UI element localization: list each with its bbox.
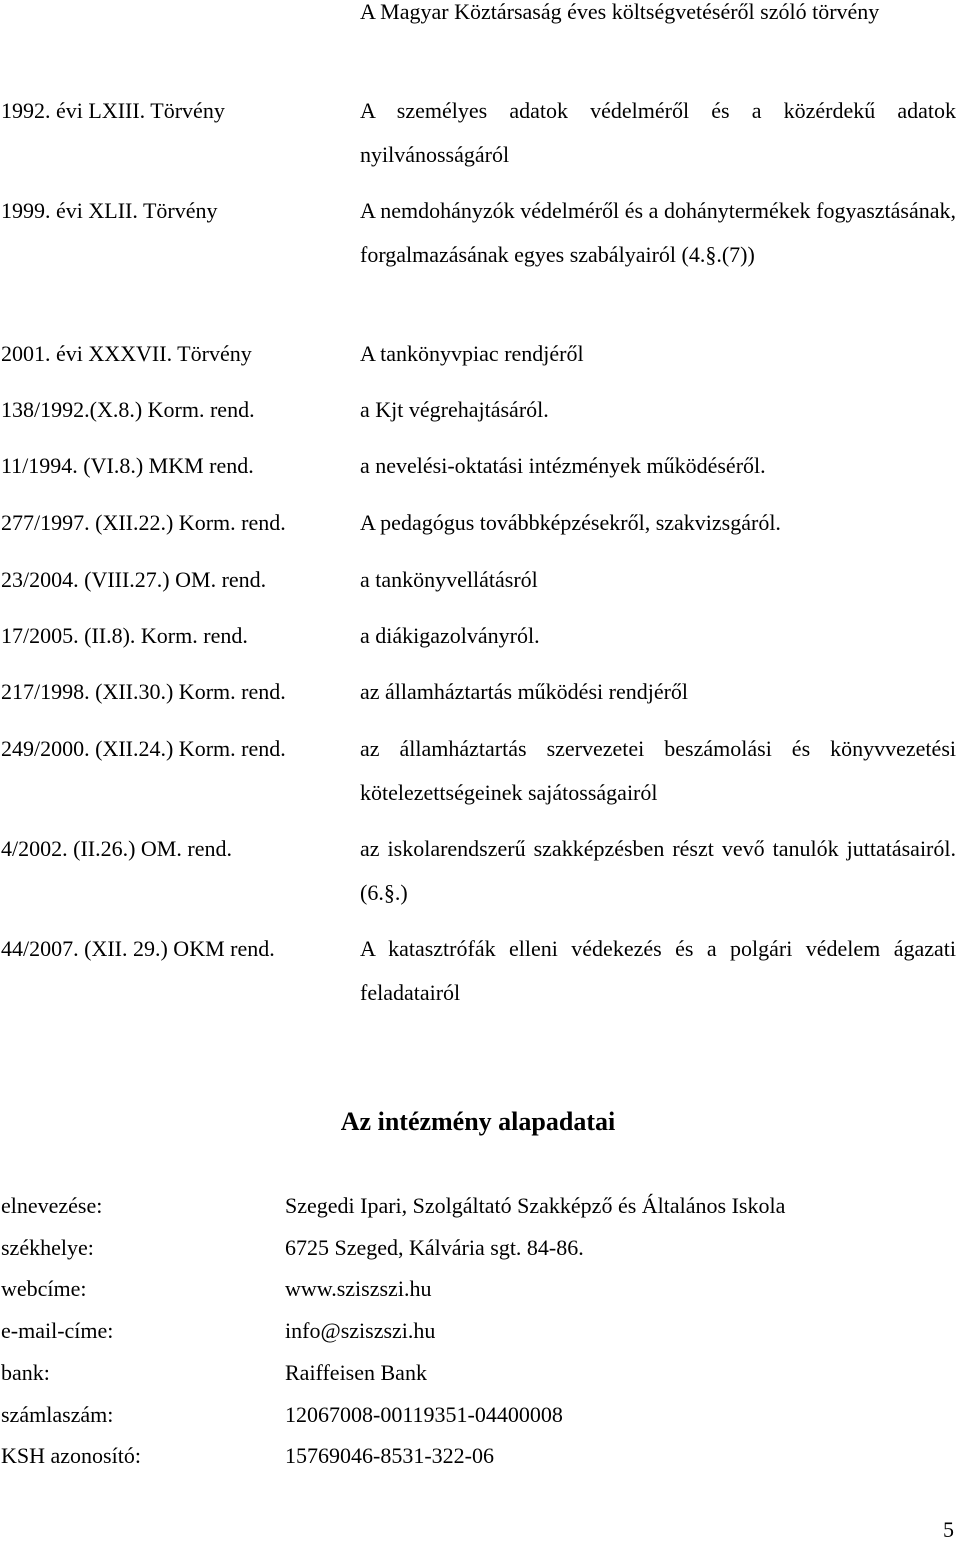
institution-label: bank: bbox=[1, 1360, 50, 1385]
institution-row-name bbox=[0, 1185, 958, 1227]
institution-row-web bbox=[0, 1268, 958, 1310]
law-title: A tankönyvpiac rendjéről bbox=[360, 341, 584, 366]
law-title: a tankönyvellátásról bbox=[360, 567, 538, 592]
institution-label: elnevezése: bbox=[1, 1193, 103, 1218]
institution-value: Raiffeisen Bank bbox=[285, 1360, 427, 1385]
law-title: a nevelési-oktatási intézmények működéséről. bbox=[360, 453, 766, 478]
institution-value: 12067008-00119351-04400008 bbox=[285, 1402, 563, 1427]
law-reference: 249/2000. (XII.24.) Korm. rend. bbox=[1, 736, 286, 761]
law-title: az iskolarendszerű szakképzésben részt vevő tanulók juttatásairól. (6.§.) bbox=[360, 836, 956, 905]
law-reference: 138/1992.(X.8.) Korm. rend. bbox=[1, 397, 255, 422]
institution-label: székhelye: bbox=[1, 1235, 94, 1260]
law-title: A pedagógus továbbképzésekről, szakvizsgáról. bbox=[360, 510, 781, 535]
institution-row-ksh bbox=[0, 1435, 958, 1477]
law-reference: 17/2005. (II.8). Korm. rend. bbox=[1, 623, 248, 648]
institution-label: KSH azonosító: bbox=[1, 1443, 141, 1468]
law-title: A személyes adatok védelméről és a közérdekű adatok nyilvánosságáról bbox=[360, 98, 956, 167]
law-reference: 4/2002. (II.26.) OM. rend. bbox=[1, 836, 232, 861]
law-reference: 44/2007. (XII. 29.) OKM rend. bbox=[1, 936, 275, 961]
institution-value: www.sziszszi.hu bbox=[285, 1276, 432, 1301]
law-title: A Magyar Köztársaság éves költségvetéséről szóló törvény bbox=[360, 0, 880, 24]
law-title: a Kjt végrehajtásáról. bbox=[360, 397, 549, 422]
law-reference: 11/1994. (VI.8.) MKM rend. bbox=[1, 453, 254, 478]
law-title: A katasztrófák elleni védekezés és a polgári védelem ágazati feladatairól bbox=[360, 936, 956, 1005]
law-reference: 23/2004. (VIII.27.) OM. rend. bbox=[1, 567, 267, 592]
institution-label: e-mail-címe: bbox=[1, 1318, 114, 1343]
section-title: Az intézmény alapadatai bbox=[340, 1107, 616, 1136]
institution-row-account bbox=[0, 1394, 958, 1436]
institution-value: info@sziszszi.hu bbox=[285, 1318, 436, 1343]
law-title: az államháztartás szervezetei beszámolási és könyvvezetési kötelezettségeinek sajátosságairól bbox=[360, 736, 956, 805]
law-reference: 1992. évi LXIII. Törvény bbox=[1, 98, 225, 123]
law-title: az államháztartás működési rendjéről bbox=[360, 679, 689, 704]
law-reference: 1999. évi XLII. Törvény bbox=[1, 198, 218, 223]
institution-row-email bbox=[0, 1310, 958, 1352]
law-title: a diákigazolványról. bbox=[360, 623, 540, 648]
institution-row-bank bbox=[0, 1352, 958, 1394]
law-reference: 277/1997. (XII.22.) Korm. rend. bbox=[1, 510, 286, 535]
law-title: A nemdohányzók védelméről és a dohánytermékek fogyasztásának, forgalmazásának egyes szabályairól (4.§.(7)) bbox=[360, 198, 956, 267]
page-number: 5 bbox=[943, 1517, 954, 1542]
law-reference: 2001. évi XXXVII. Törvény bbox=[1, 341, 252, 366]
institution-label: számlaszám: bbox=[1, 1402, 114, 1427]
institution-label: webcíme: bbox=[1, 1276, 87, 1301]
institution-value: Szegedi Ipari, Szolgáltató Szakképző és Általános Iskola bbox=[285, 1193, 786, 1218]
institution-value: 6725 Szeged, Kálvária sgt. 84-86. bbox=[285, 1235, 584, 1260]
institution-value: 15769046-8531-322-06 bbox=[285, 1443, 494, 1468]
law-reference: 217/1998. (XII.30.) Korm. rend. bbox=[1, 679, 286, 704]
institution-row-address bbox=[0, 1227, 958, 1269]
